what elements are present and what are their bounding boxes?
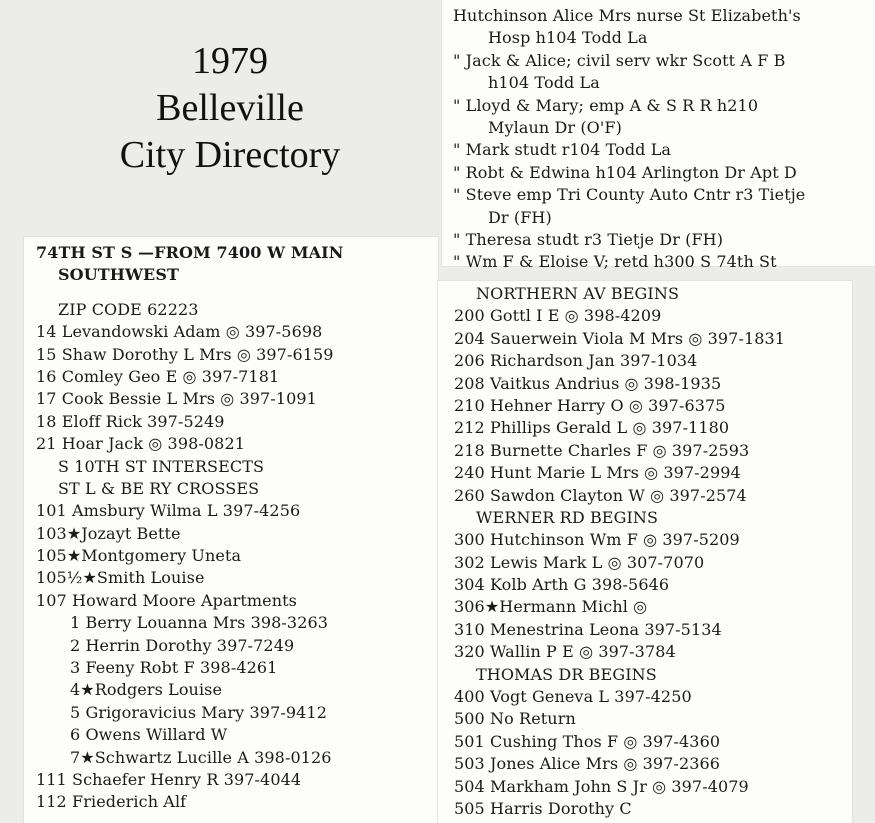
directory-entry: 504 Markham John S Jr ◎ 397-4079 bbox=[454, 776, 749, 796]
directory-entry: Mylaun Dr (O'F) bbox=[488, 117, 622, 137]
directory-entry: 18 Eloff Rick 397-5249 bbox=[36, 411, 225, 431]
directory-entry: 2 Herrin Dorothy 397-7249 bbox=[70, 635, 295, 655]
directory-entry: 4★Rodgers Louise bbox=[70, 680, 223, 700]
directory-entry: 101 Amsbury Wilma L 397-4256 bbox=[36, 501, 301, 521]
directory-entry: 218 Burnette Charles F ◎ 397-2593 bbox=[454, 440, 750, 460]
top-clipping-lines bbox=[442, 5, 875, 274]
directory-entry: 16 Comley Geo E ◎ 397-7181 bbox=[36, 366, 280, 386]
directory-entry: 206 Richardson Jan 397-1034 bbox=[454, 351, 698, 371]
right-clipping-lines bbox=[438, 283, 852, 820]
directory-entry: 6 Owens Willard W bbox=[70, 725, 228, 745]
directory-entry: 112 Friederich Alf bbox=[36, 792, 187, 812]
directory-entry: Hosp h104 Todd La bbox=[488, 28, 648, 48]
directory-entry: Hutchinson Alice Mrs nurse St Elizabeth's bbox=[453, 6, 801, 25]
directory-entry: THOMAS DR BEGINS bbox=[476, 664, 657, 684]
directory-entry: 501 Cushing Thos F ◎ 397-4360 bbox=[454, 731, 721, 751]
directory-entry: " Wm F & Eloise V; retd h300 S 74th St bbox=[453, 252, 777, 272]
directory-entry: 320 Wallin P E ◎ 397-3784 bbox=[454, 642, 676, 662]
directory-entry: 105★Montgomery Uneta bbox=[36, 546, 242, 566]
directory-title bbox=[90, 38, 370, 179]
directory-entry: 17 Cook Bessie L Mrs ◎ 397-1091 bbox=[36, 389, 317, 409]
directory-entry: 505 Harris Dorothy C bbox=[454, 798, 632, 818]
left-clipping bbox=[24, 237, 438, 823]
directory-entry: " Jack & Alice; civil serv wkr Scott A F B bbox=[453, 50, 786, 70]
directory-entry: 111 Schaefer Henry R 397-4044 bbox=[36, 769, 302, 789]
directory-entry: " Lloyd & Mary; emp A & S R R h210 bbox=[453, 95, 759, 115]
directory-entry: S 10TH ST INTERSECTS bbox=[58, 456, 265, 476]
directory-entry: 1 Berry Louanna Mrs 398-3263 bbox=[70, 613, 329, 633]
directory-entry: " Robt & Edwina h104 Arlington Dr Apt D bbox=[453, 162, 797, 182]
directory-entry: WERNER RD BEGINS bbox=[476, 507, 659, 527]
directory-entry: 304 Kolb Arth G 398-5646 bbox=[454, 575, 670, 595]
top-clipping bbox=[442, 0, 875, 272]
street-heading: 74TH ST S —FROM 7400 W MAIN bbox=[36, 243, 344, 262]
directory-entry: 15 Shaw Dorothy L Mrs ◎ 397-6159 bbox=[36, 344, 334, 364]
directory-entry: 210 Hehner Harry O ◎ 397-6375 bbox=[454, 395, 726, 415]
directory-entry: 204 Sauerwein Viola M Mrs ◎ 397-1831 bbox=[454, 328, 786, 348]
directory-entry: h104 Todd La bbox=[488, 73, 600, 93]
directory-entry: 7★Schwartz Lucille A 398-0126 bbox=[70, 747, 332, 767]
directory-entry: 240 Hunt Marie L Mrs ◎ 397-2994 bbox=[454, 463, 741, 483]
spacer bbox=[24, 287, 438, 299]
street-heading-sub: SOUTHWEST bbox=[58, 265, 179, 285]
directory-entry: 306★Hermann Michl ◎ bbox=[454, 597, 648, 617]
left-clipping-lines bbox=[24, 242, 438, 814]
left-entries bbox=[24, 299, 438, 814]
directory-entry: 5 Grigoravicius Mary 397-9412 bbox=[70, 702, 327, 722]
directory-entry: 500 No Return bbox=[454, 709, 576, 729]
directory-entry: " Steve emp Tri County Auto Cntr r3 Tietje bbox=[453, 185, 806, 205]
directory-entry: 14 Levandowski Adam ◎ 397-5698 bbox=[36, 322, 323, 342]
title-year: 1979 bbox=[192, 40, 268, 82]
directory-entry: 503 Jones Alice Mrs ◎ 397-2366 bbox=[454, 754, 721, 774]
directory-entry: 212 Phillips Gerald L ◎ 397-1180 bbox=[454, 418, 730, 438]
title-city: Belleville bbox=[156, 87, 304, 129]
right-clipping bbox=[438, 281, 852, 823]
title-kind: City Directory bbox=[119, 134, 341, 176]
directory-entry: 208 Vaitkus Andrius ◎ 398-1935 bbox=[454, 373, 722, 393]
directory-entry: Dr (FH) bbox=[488, 207, 552, 227]
directory-entry: 103★Jozayt Bette bbox=[36, 523, 181, 543]
directory-entry: 107 Howard Moore Apartments bbox=[36, 590, 297, 610]
directory-entry: 400 Vogt Geneva L 397-4250 bbox=[454, 687, 692, 707]
directory-entry: " Mark studt r104 Todd La bbox=[453, 140, 672, 160]
directory-entry: 260 Sawdon Clayton W ◎ 397-2574 bbox=[454, 485, 747, 505]
directory-entry: ZIP CODE 62223 bbox=[58, 299, 199, 319]
directory-entry: 302 Lewis Mark L ◎ 307-7070 bbox=[454, 552, 705, 572]
directory-entry: 21 Hoar Jack ◎ 398-0821 bbox=[36, 434, 246, 454]
directory-entry: ST L & BE RY CROSSES bbox=[58, 478, 260, 498]
directory-entry: " Theresa studt r3 Tietje Dr (FH) bbox=[453, 229, 724, 249]
directory-entry: 300 Hutchinson Wm F ◎ 397-5209 bbox=[454, 530, 740, 550]
directory-entry: 200 Gottl I E ◎ 398-4209 bbox=[454, 306, 662, 326]
directory-entry: 3 Feeny Robt F 398-4261 bbox=[70, 658, 278, 678]
directory-entry: 105½★Smith Louise bbox=[36, 568, 205, 588]
directory-entry: 310 Menestrina Leona 397-5134 bbox=[454, 619, 722, 639]
directory-entry: NORTHERN AV BEGINS bbox=[476, 284, 680, 303]
